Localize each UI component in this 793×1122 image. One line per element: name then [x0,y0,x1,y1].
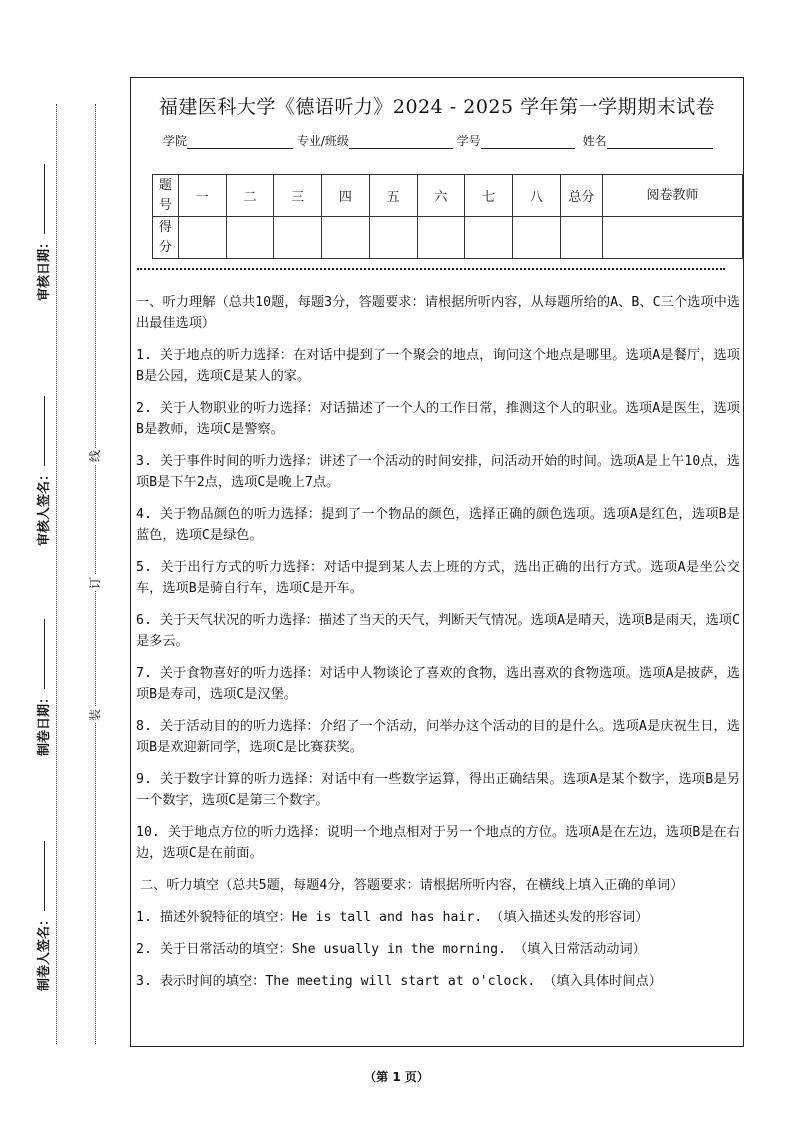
score-cell-grader[interactable] [602,217,742,259]
score-cell-8[interactable] [512,217,560,259]
binding-char-order: 订 [88,577,102,590]
binding-dotted-line-right [95,104,96,1044]
score-table [152,174,743,259]
page-number: （第 1 页） [364,1070,429,1084]
separator-dotted-line [137,268,725,270]
student-info-row [163,132,713,149]
section-1-heading: 一、听力理解（总共10题，每题3分，答题要求：请根据所听内容，从每题所给的A、B、C三个选项中选出最佳选项） [136,295,740,331]
section-2-heading: 二、听力填空（总共5题，每题4分，答题要求：请根据所听内容，在横线上填入正确的单词） [140,878,684,893]
question-item: 1. 描述外貌特征的填空：He is tall and has hair. （填入描述头发的形容词） [136,910,649,925]
question-item: 2. 关于日常活动的填空：She usually in the morning. （填入日常活动动词） [136,942,646,957]
major-class-label: 专业/班级 [296,134,349,148]
review-date-blank[interactable] [44,164,45,234]
score-cell-2[interactable] [226,217,274,259]
question-item: 9. 关于数字计算的听力选择：对话中有一些数字运算，得出正确结果。选项A是某个数字，选项B是另一个数字，选项C是第三个数字。 [136,772,740,808]
score-cell-3[interactable] [274,217,322,259]
question-item: 3. 表示时间的填空：The meeting will start at o'clock. （填入具体时间点） [136,974,662,989]
paper-date-blank[interactable] [44,619,45,689]
student-id-blank[interactable] [481,136,575,149]
name-blank[interactable] [607,136,713,149]
college-label: 学院 [163,134,188,148]
exam-frame [130,77,744,1047]
score-table-score-row [153,217,743,259]
question-item: 5. 关于出行方式的听力选择：对话中提到某人去上班的方式，选出正确的出行方式。选项A是坐公交车，选项B是骑自行车，选项C是开车。 [136,560,740,596]
score-cell-1[interactable] [178,217,226,259]
question-item: 7. 关于食物喜好的听力选择：对话中人物谈论了喜欢的食物，选出喜欢的食物选项。选项A是披萨，选项B是寿司，选项C是汉堡。 [136,666,740,702]
binding-char-bind: 装 [88,709,102,722]
col-6: 六 [417,175,465,217]
paper-author-signature-label: 制卷人签名： [34,841,56,991]
col-8: 八 [512,175,560,217]
student-id-label: 学号 [456,134,481,148]
paper-author-signature-blank[interactable] [44,841,45,911]
score-cell-7[interactable] [465,217,513,259]
score-label: 得分 [153,217,179,259]
major-class-blank[interactable] [349,136,453,149]
score-cell-5[interactable] [369,217,417,259]
question-item: 10. 关于地点方位的听力选择：说明一个地点相对于另一个地点的方位。选项A是在左边，选项B是在右边，选项C是在前面。 [136,825,740,861]
col-5: 五 [369,175,417,217]
binding-dotted-line-left [56,104,57,1044]
col-4: 四 [322,175,370,217]
col-1: 一 [178,175,226,217]
col-grader: 阅卷教师 [602,175,742,217]
question-item: 2. 关于人物职业的听力选择：对话描述了一个人的工作日常，推测这个人的职业。选项A是医生，选项B是教师，选项C是警察。 [136,401,740,437]
reviewer-signature-blank[interactable] [44,396,45,466]
question-item: 3. 关于事件时间的听力选择：讲述了一个活动的时间安排，问活动开始的时间。选项A是上午10点，选项B是下午2点，选项C是晚上7点。 [136,454,740,490]
col-total: 总分 [560,175,602,217]
col-3: 三 [274,175,322,217]
col-7: 七 [465,175,513,217]
score-cell-6[interactable] [417,217,465,259]
binding-char-line: 线 [88,450,102,463]
col-2: 二 [226,175,274,217]
score-cell-total[interactable] [560,217,602,259]
exam-title: 福建医科大学《德语听力》2024 - 2025 学年第一学期期末试卷 [158,96,716,118]
college-blank[interactable] [187,136,293,149]
review-date-label: 审核日期： [34,151,56,301]
question-item: 1. 关于地点的听力选择：在对话中提到了一个聚会的地点，询问这个地点是哪里。选项A是餐厅，选项B是公园，选项C是某人的家。 [136,348,740,384]
reviewer-signature-label: 审核人签名： [34,396,56,546]
exam-content [136,292,740,1003]
score-table-header-row [153,175,743,217]
question-item: 8. 关于活动目的的听力选择：介绍了一个活动，问举办这个活动的目的是什么。选项A是庆祝生日，选项B是欢迎新同学，选项C是比赛获奖。 [136,719,740,755]
score-cell-4[interactable] [322,217,370,259]
paper-date-label: 制卷日期： [34,606,56,756]
question-number-label: 题号 [153,175,179,217]
question-item: 6. 关于天气状况的听力选择：描述了当天的天气，判断天气情况。选项A是晴天，选项B是雨天，选项C是多云。 [136,613,740,649]
question-item: 4. 关于物品颜色的听力选择：提到了一个物品的颜色，选择正确的颜色选项。选项A是红色，选项B是蓝色，选项C是绿色。 [136,507,740,543]
name-label: 姓名 [582,134,607,148]
